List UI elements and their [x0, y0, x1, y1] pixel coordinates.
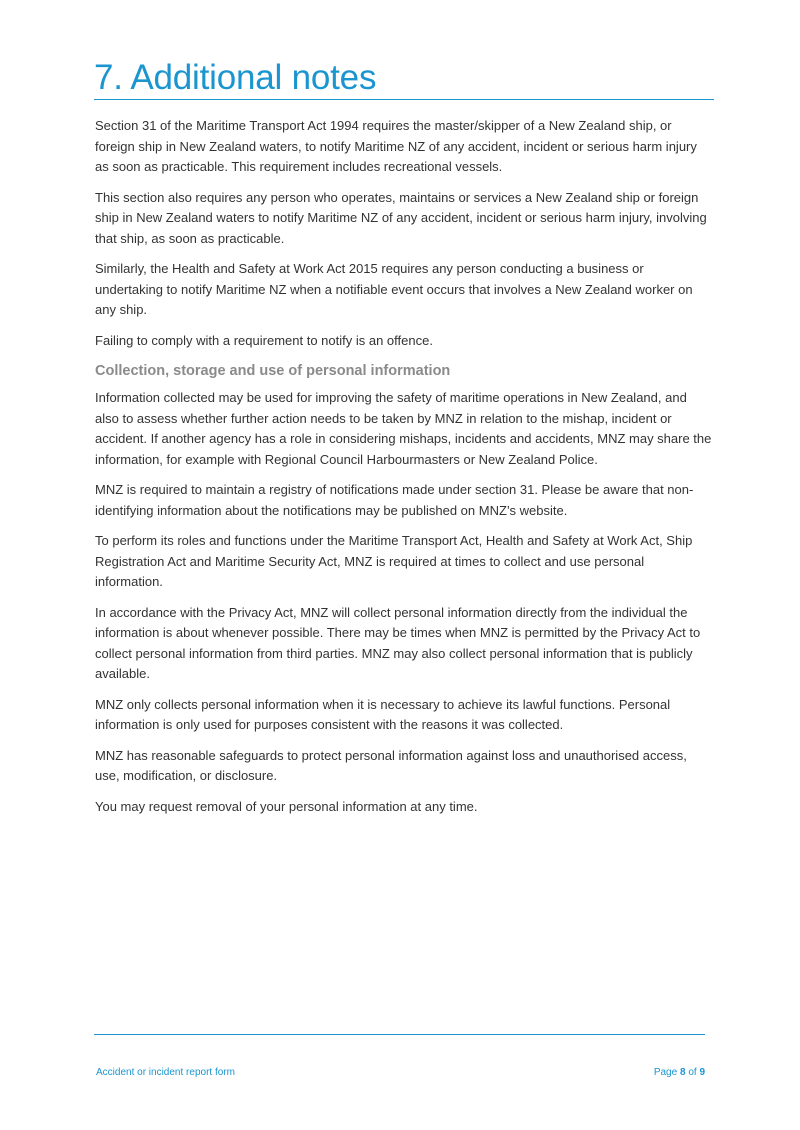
section-body: [95, 116, 713, 827]
footer-divider: [94, 1034, 705, 1035]
body-paragraph: To perform its roles and functions under the Maritime Transport Act, Health and Safety at Work Act, Ship Registration Act and Maritime Security Act, MNZ is required at times to collect and use personal information.: [95, 533, 693, 589]
body-paragraph: Failing to comply with a requirement to notify is an offence.: [95, 332, 433, 348]
heading-divider: [94, 99, 714, 100]
body-paragraph: MNZ only collects personal information when it is necessary to achieve its lawful functions. Personal information is only used for purposes consistent with the reasons it was collected.: [95, 696, 671, 732]
body-paragraph: Information collected may be used for improving the safety of maritime operations in New Zealand, and also to assess whether further action needs to be taken by MNZ in relation to the mishap, incident or accident. If another agency has a role in considering mishaps, incidents and accidents, MNZ may share the information, for example with Regional Council Harbourmasters or New Zealand Police.: [95, 390, 712, 467]
page-of-label: of: [688, 1067, 697, 1078]
body-paragraph: This section also requires any person who operates, maintains or services a New Zealand ship or foreign ship in New Zealand waters to notify Maritime NZ of any accident, incident or serious harm injury, involving that ship, as soon as practicable.: [95, 189, 707, 246]
page-number: [654, 1066, 705, 1079]
page-total: 9: [699, 1067, 705, 1078]
body-paragraph: You may request removal of your personal information at any time.: [95, 798, 478, 814]
body-paragraph: In accordance with the Privacy Act, MNZ will collect personal information directly from the individual the information is about whenever possible. There may be times when MNZ is permitted by the Privacy Act to collect personal information from third parties. MNZ may also collect personal information that is publicly available.: [95, 604, 701, 681]
body-paragraph: Section 31 of the Maritime Transport Act 1994 requires the master/skipper of a New Zealand ship, or foreign ship in New Zealand waters, to notify Maritime NZ of any accident, incident or serious harm injury as soon as practicable. This requirement includes recreational vessels.: [95, 118, 697, 174]
section-heading: 7. Additional notes: [94, 58, 377, 97]
page-current: 8: [679, 1067, 686, 1078]
body-paragraph: Similarly, the Health and Safety at Work Act 2015 requires any person conducting a business or undertaking to notify Maritime NZ when a notifiable event occurs that involves a New Zealand worker on any ship.: [95, 261, 693, 317]
footer-document-title: Accident or incident report form: [96, 1067, 235, 1078]
page-label: Page: [653, 1067, 678, 1078]
subsection-heading: Collection, storage and use of personal information: [95, 363, 451, 379]
body-paragraph: MNZ is required to maintain a registry of notifications made under section 31. Please be aware that non-identifying information about the notifications may be published on MNZ’s website.: [95, 482, 694, 518]
body-paragraph: MNZ has reasonable safeguards to protect personal information against loss and unauthorised access, use, modification, or disclosure.: [95, 747, 687, 783]
